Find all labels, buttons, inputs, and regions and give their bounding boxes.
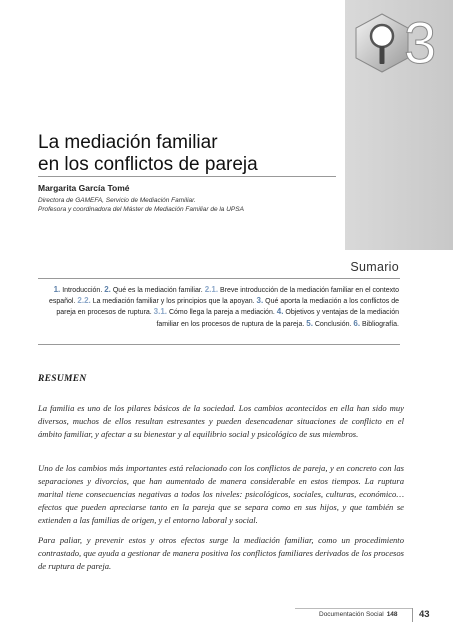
sumario-item-text: Objetivos y ventajas de la mediación familiar en los procesos de ruptura de la pareja. <box>156 309 399 328</box>
author-name: Margarita García Tomé <box>38 183 130 193</box>
sumario-item-num: 2.2. <box>77 296 91 306</box>
footer-separator <box>412 608 413 622</box>
sumario-item-text: Cómo llega la pareja a mediación. <box>168 309 275 317</box>
sumario-item-text: Conclusión. <box>314 320 352 328</box>
sumario-item-text: Introducción. <box>62 287 103 294</box>
sumario-bottom-rule <box>38 344 400 345</box>
sumario-item-text: Bibliografía. <box>362 320 399 328</box>
sumario-item-num: 5. <box>306 318 313 328</box>
magnifier-hexagon-icon <box>352 12 412 74</box>
sumario-list <box>38 285 399 330</box>
affiliation-line-1: Directora de GAMEFA, Servicio de Mediación Familiar. <box>38 197 196 204</box>
page-number: 43 <box>419 609 430 620</box>
author-affiliation <box>38 196 244 214</box>
footer-journal <box>319 611 398 618</box>
sumario-item-text: Qué aporta la mediación a los conflictos de pareja en procesos de ruptura. <box>56 298 399 317</box>
sumario-heading: Sumario <box>350 260 399 274</box>
affiliation-line-2: Profesora y coordinadora del Máster de Mediación Familiar de la UPSA <box>38 206 244 213</box>
sumario-item-num: 4. <box>276 307 284 317</box>
sumario-item-num: 3.1. <box>153 307 167 317</box>
journal-issue: 148 <box>386 611 398 618</box>
article-title <box>38 132 298 176</box>
journal-name: Documentación Social <box>319 611 384 618</box>
sumario-item-num: 3. <box>256 296 264 306</box>
sumario-item-text: La mediación familiar y los principios que la apoyan. <box>92 298 255 306</box>
sumario-item-text: Breve introducción de la mediación familiar en el contexto español. <box>48 287 399 306</box>
sumario-item-text: Qué es la mediación familiar. <box>112 287 203 294</box>
chapter-number: 3 <box>404 11 436 76</box>
sumario-item-num: 6. <box>353 318 361 328</box>
footer-rule <box>295 608 413 609</box>
resumen-paragraph-2: Uno de los cambios más importantes está relacionado con los conflictos de pareja, y en concreto con las separaciones y divorcios, que han aumentado de manera considerable en estos tiempos. La ruptura marital tiene consecuencias negativas a todos los niveles: psicológicos, sociales, culturas, económico… efectos que pueden apreciarse tanto en la pareja que se separa como en sus hijos, y que también se extienden a las familias de origen, y el entorno laboral y social. <box>38 463 404 525</box>
title-rule <box>38 176 336 177</box>
resumen-paragraph-1: La familia es uno de los pilares básicos de la sociedad. Los cambios acontecidos en ella han sido muy diversos, muchos de ellos resultan estresantes y pueden desencadenar situaciones de conflicto en el ámbito familiar, y afectar a su bienestar y al equilibrio social y psicológico de sus miembros. <box>38 403 404 439</box>
sumario-item-num: 2.1. <box>204 285 219 294</box>
sumario-rule <box>38 278 400 279</box>
resumen-heading: RESUMEN <box>38 374 87 384</box>
title-line-1: La mediación familiar <box>38 132 218 153</box>
sumario-item-num: 1. <box>53 285 61 294</box>
title-line-2: en los conflictos de pareja <box>38 154 258 175</box>
sumario-item-num: 2. <box>104 285 111 294</box>
resumen-paragraph-3: Para paliar, y prevenir estos y otros efectos surge la mediación familiar, como un procedimiento contrastado, que ayuda a gestionar de manera positiva los conflictos familiares derivados de los procesos de ruptura de pareja. <box>38 535 404 571</box>
